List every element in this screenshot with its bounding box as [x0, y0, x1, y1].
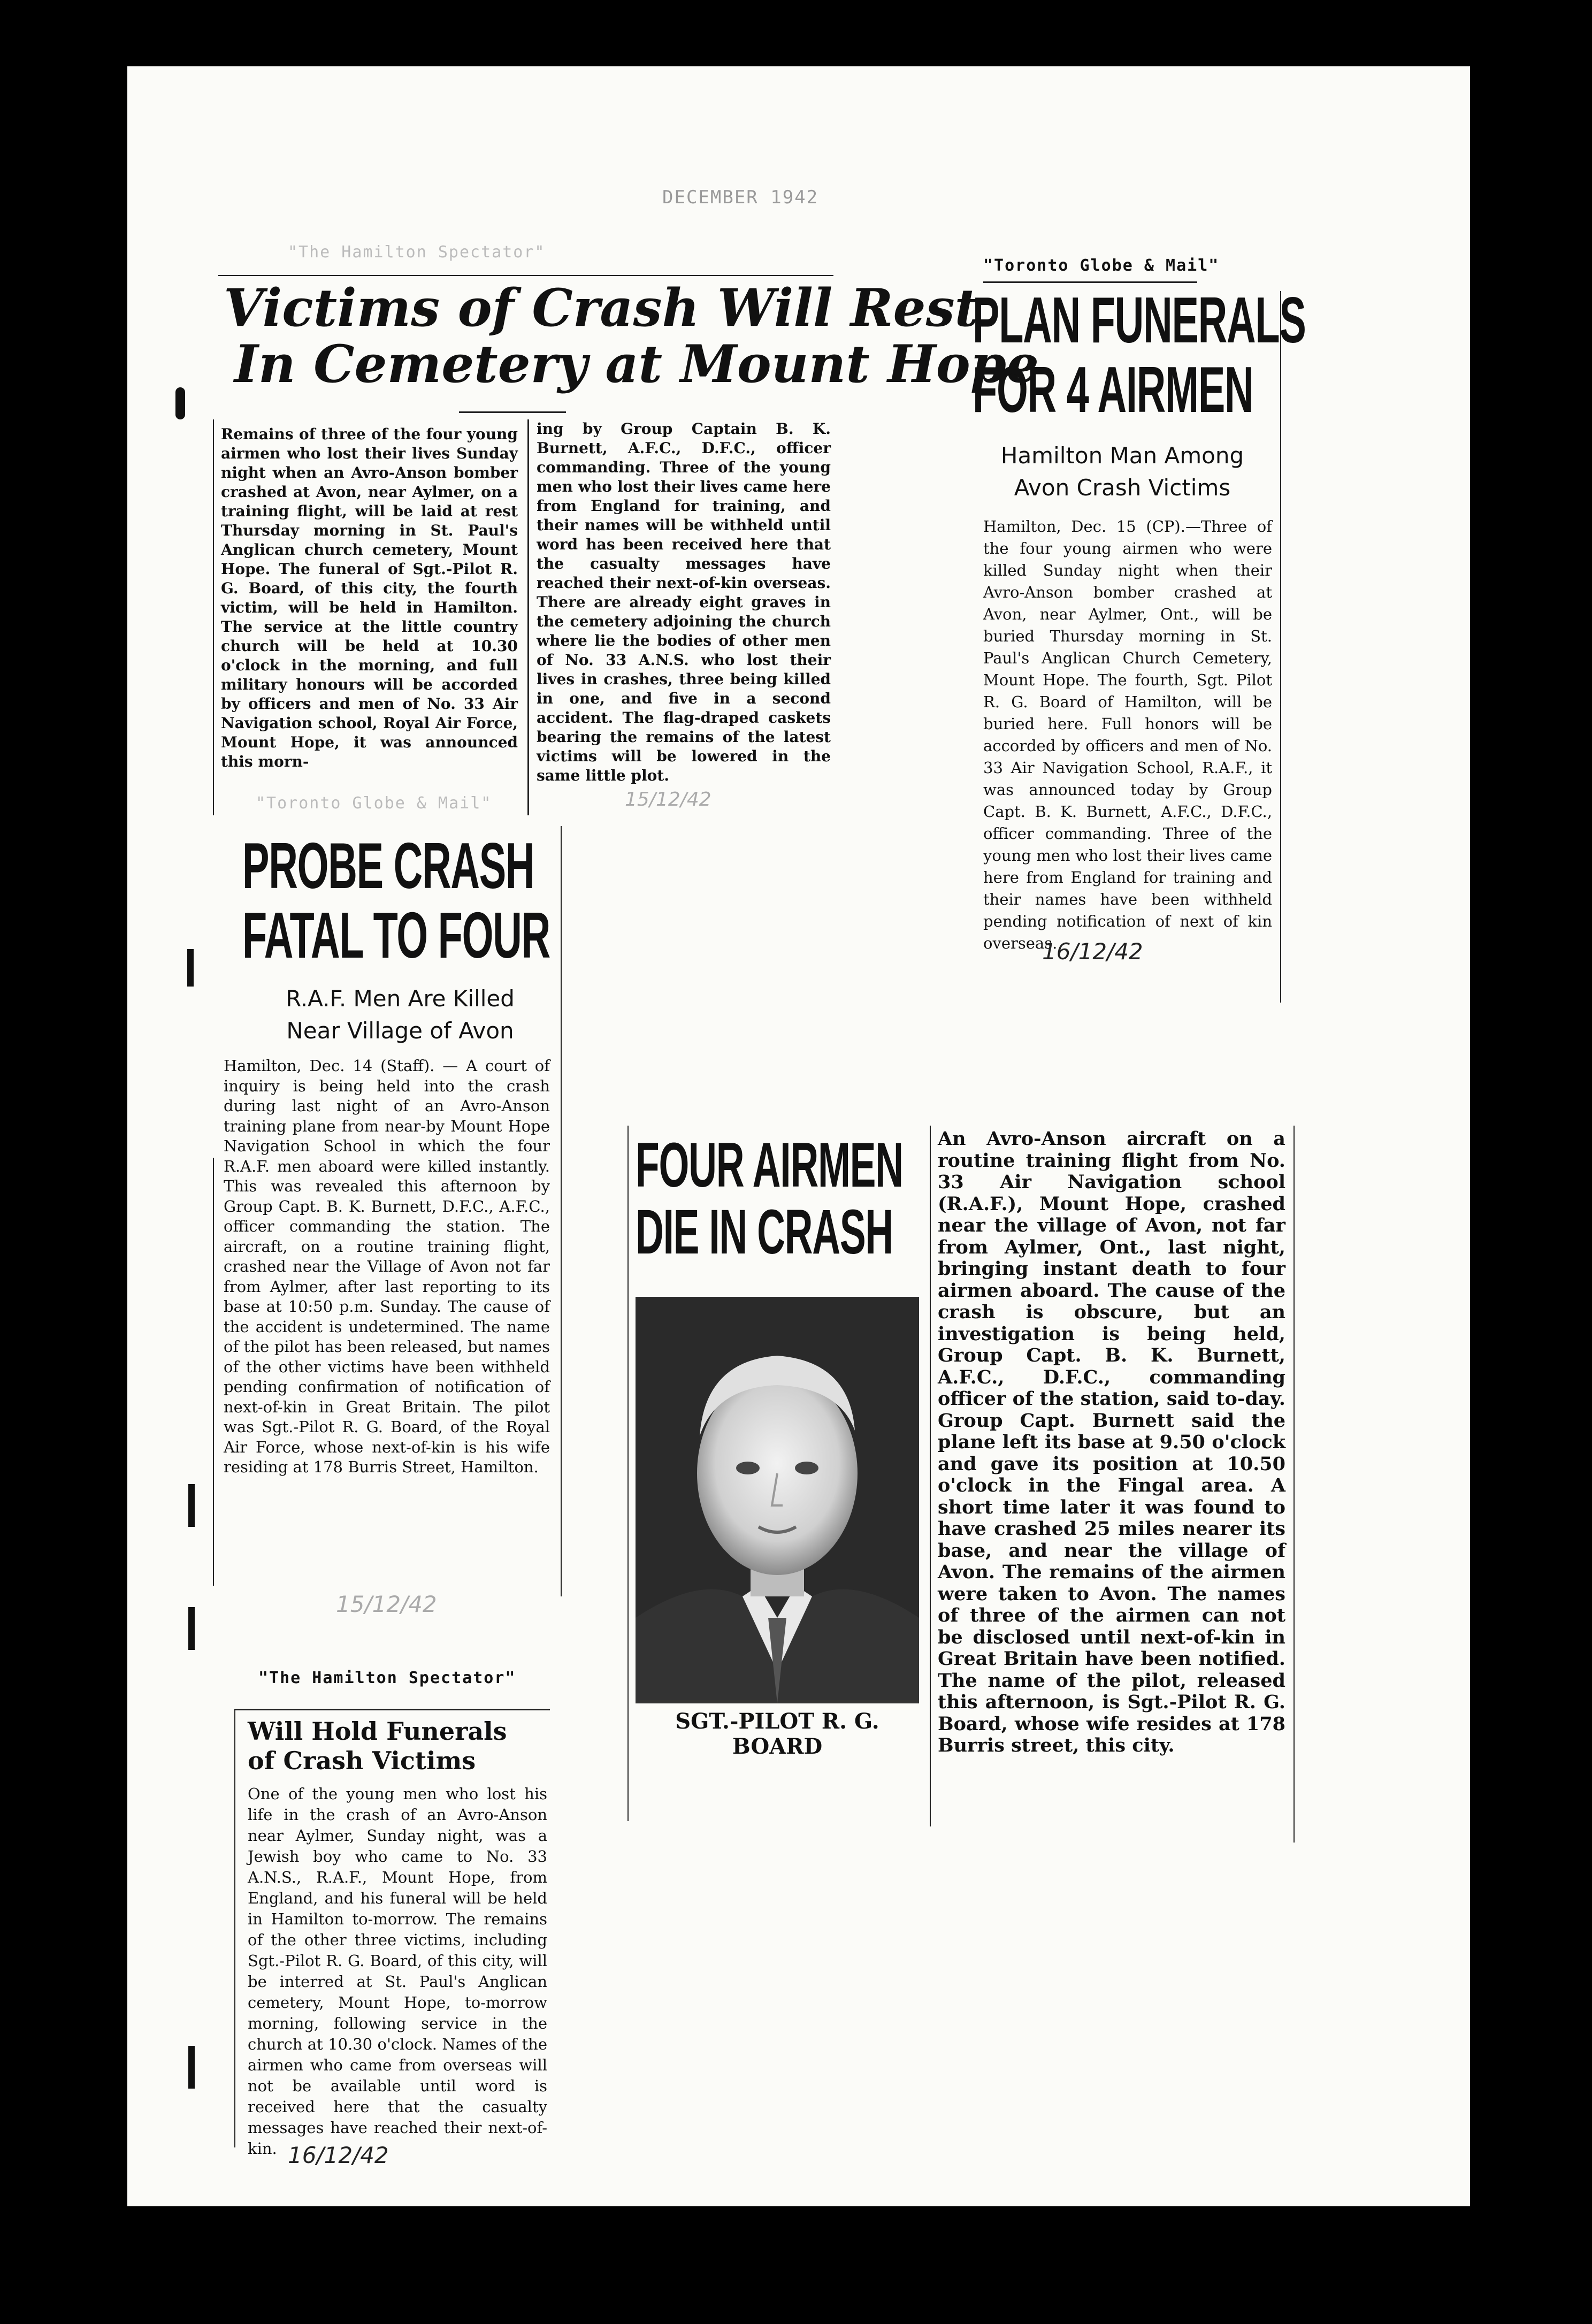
clip3-left-rule	[213, 1158, 214, 1586]
scrapbook-page	[127, 66, 1470, 2206]
clip3-headline-line2: FATAL TO FOUR	[242, 899, 550, 972]
clip4-headline-line2: DIE IN CRASH	[636, 1197, 893, 1267]
clip4-right-rule	[1294, 1126, 1295, 1843]
clip2-source: "Toronto Globe & Mail"	[983, 256, 1220, 275]
clip3-date-mark: 15/12/42	[625, 789, 711, 811]
clip2-subhead-line1: Hamilton Man Among	[1000, 442, 1244, 469]
clip5-headline-line2: of Crash Victims	[248, 1746, 476, 1775]
clip4-body: An Avro-Anson aircraft on a routine training flight from No. 33 Air Navigation school (R.A.F.), Mount Hope, crashed near the village of Avon, not far from Aylmer, Ont., last night, bringing instant death to four airmen aboard. The cause of the crash is obscure, but an investigation is being held, Group Capt. B. K. Burnett, A.F.C., D.F.C., commanding officer of the station, said to-day. Group Capt. Burnett said the plane left its base at 9.50 o'clock and gave its position at 10.50 o'clock in the Fingal area. A short time later it was found to have crashed 25 miles nearer its base, and near the village of Avon. The remains of the airmen were taken to Avon. The names of three of the airmen can not be disclosed until next-of-kin in Great Britain have been notified. The name of the pilot, released this afternoon, is Sgt.-Pilot R. G. Board, whose wife resides at 178 Burris street, this city.	[938, 1128, 1285, 1756]
clip5-left-rule	[234, 1709, 235, 2147]
clip1-left-rule	[213, 419, 214, 815]
clip1-col-rule	[527, 419, 529, 815]
clip1-col1: Remains of three of the four young airmen who lost their lives Sunday night when an Avro-Anson bomber crashed at Avon, near Aylmer, on a training flight, will be laid at rest Thursday morning in St. Paul's Anglican church cemetery, Mount Hope. The funeral of Sgt.-Pilot R. G. Board, of this city, the fourth victim, will be held in Hamilton. The service at the little country church will be held at 10.30 o'clock in the morning, and full military honours will be accorded by officers and men of No. 33 Air Navigation school, Royal Air Force, Mount Hope, it was announced this morn-	[221, 425, 518, 770]
clip1-rule	[459, 411, 566, 413]
clip3-headline-line1: PROBE CRASH	[242, 829, 534, 902]
binder-mark	[187, 949, 194, 987]
clip3-source: "Toronto Globe & Mail"	[256, 794, 492, 813]
clip4-left-rule	[627, 1126, 629, 1821]
clip2-headline-line2: FOR 4 AIRMEN	[973, 353, 1253, 426]
clip4-col-rule	[930, 1126, 931, 1826]
binder-mark	[188, 1607, 195, 1650]
clip3-subhead-line2: Near Village of Avon	[286, 1018, 514, 1044]
pilot-portrait-photo	[636, 1297, 919, 1703]
clip2-right-rule	[1280, 291, 1281, 1003]
clip4-headline-line1: FOUR AIRMEN	[636, 1130, 903, 1201]
clip2-body: Hamilton, Dec. 15 (CP).—Three of the four young airmen who were killed Sunday night when their Avro-Anson bomber crashed at Avon, near Aylmer, Ont., will be buried Thursday morning in St. Paul's Anglican Church Cemetery, Mount Hope. The fourth, Sgt. Pilot R. G. Board of Hamilton, will be buried here. Full honors will be accorded by officers and men of No. 33 Air Navigation School, R.A.F., it was announced today by Group Capt. B. K. Burnett, A.F.C., D.F.C., officer commanding. Three of the young men who lost their lives came here from England for training and their names have been withheld pending notification of next of kin overseas.	[983, 517, 1272, 952]
clip5-top-rule	[234, 1709, 550, 1710]
clip1-source: "The Hamilton Spectator"	[288, 243, 546, 262]
clip2-headline-line1: PLAN FUNERALS	[973, 284, 1306, 356]
clip3-right-rule	[561, 826, 562, 1596]
clip2-subhead-line2: Avon Crash Victims	[1014, 475, 1231, 501]
clip3-subhead-line1: R.A.F. Men Are Killed	[286, 985, 515, 1012]
clip5-headline-line1: Will Hold Funerals	[248, 1717, 507, 1746]
clip3-body: Hamilton, Dec. 14 (Staff). — A court of inquiry is being held into the crash during last night of an Avro-Anson training plane from near-by Mount Hope Navigation School in which the four R.A.F. men aboard were killed instantly. This was revealed this afternoon by Group Capt. B. K. Burnett, D.F.C., A.F.C., officer commanding the station. The aircraft, on a routine training flight, crashed near the Village of Avon not far from Aylmer, after last reporting to its base at 10:50 p.m. Sunday. The cause of the accident is undetermined. The name of the pilot has been released, but names of the other victims have been withheld pending confirmation of notification of next-of-kin in Great Britain. The pilot was Sgt.-Pilot R. G. Board, of the Royal Air Force, whose next-of-kin is his wife residing at 178 Burris Street, Hamilton.	[224, 1057, 550, 1476]
clip3-date: 15/12/42	[336, 1591, 437, 1617]
clip5-date: 16/12/42	[288, 2142, 389, 2168]
clip5-body: One of the young men who lost his life in the crash of an Avro-Anson near Aylmer, Sunday night, was a Jewish boy who came to No. 33 A.N.S., R.A.F., Mount Hope, from England, and his funeral will be held in Hamilton to-morrow. The remains of the other three victims, including Sgt.-Pilot R. G. Board, of this city, will be interred at St. Paul's Anglican cemetery, Mount Hope, to-morrow morning, following service in the church at 10.30 o'clock. Names of the airmen who came from overseas will not be available until word is received here that the casualty messages have reached their next-of-kin.	[248, 1785, 547, 2158]
clip2-top-rule	[983, 281, 1197, 283]
clip2-date: 16/12/42	[1042, 938, 1143, 965]
binder-mark	[188, 2046, 195, 2089]
clip5-source: "The Hamilton Spectator"	[258, 1669, 516, 1687]
binder-mark	[175, 387, 185, 419]
clip4-photo-caption: SGT.-PILOT R. G. BOARD	[675, 1709, 879, 1759]
clip1-headline-line1: Victims of Crash Will Rest	[224, 278, 978, 338]
header-stamp: DECEMBER 1942	[662, 187, 819, 208]
clip1-headline-line2: In Cemetery at Mount Hope	[234, 334, 1039, 394]
clip1-top-rule	[218, 275, 833, 276]
clip1-col2: ing by Group Captain B. K. Burnett, A.F.C., D.F.C., officer commanding. Three of the young men who lost their lives came here from England for training, and their names will be withheld until word has been received here that the casualty messages have reached their next-of-kin overseas. There are already eight graves in the cemetery adjoining the church where lie the bodies of other men of No. 33 A.N.S. who lost their lives in crashes, three being killed in one, and five in a second accident. The flag-draped caskets bearing the remains of the latest victims will be lowered in the same little plot.	[537, 420, 831, 784]
binder-mark	[188, 1484, 195, 1527]
